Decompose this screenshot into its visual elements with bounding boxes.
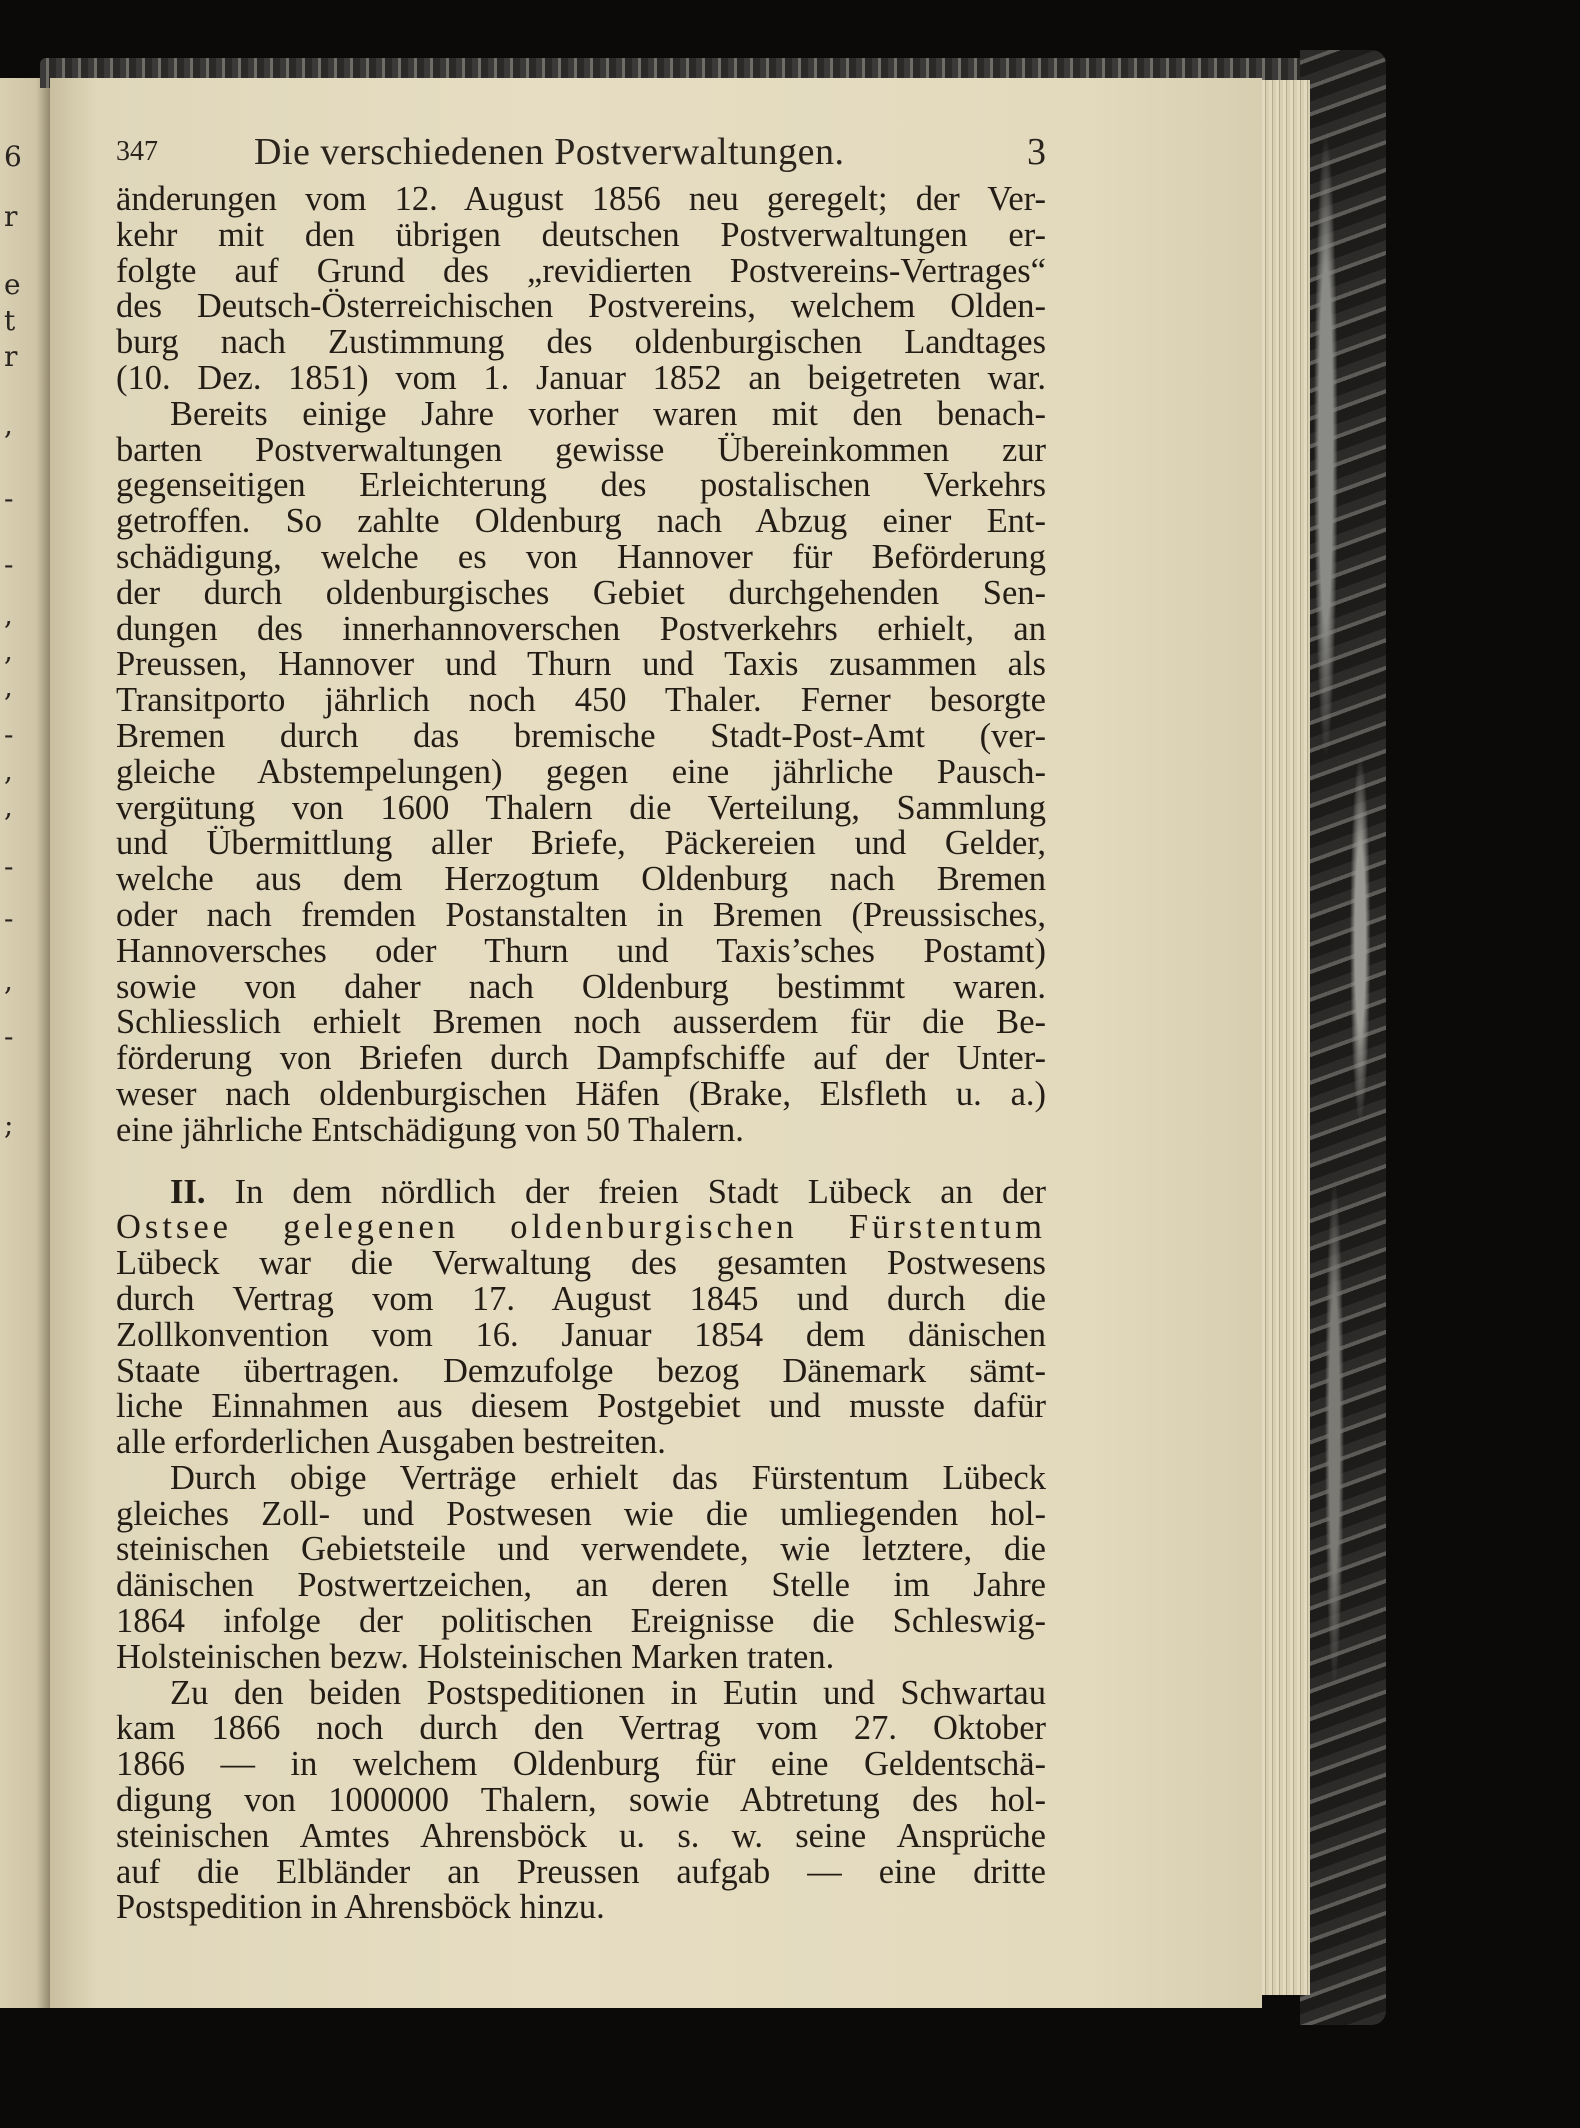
text-line: weser nach oldenburgischen Häfen (Brake, Elsfleth u. a.) <box>116 1074 1046 1113</box>
previous-page-fragment: - <box>4 902 14 935</box>
previous-page-fragment: - <box>4 850 14 883</box>
text-line: folgte auf Grund des „revidierten Postvereins-Vertrages“ <box>116 251 1046 290</box>
previous-page-fragment: , <box>4 634 13 667</box>
previous-page-fragment: , <box>4 790 13 823</box>
text-line: auf die Elbländer an Preussen aufgab — eine dritte <box>116 1852 1046 1891</box>
text-line: (10. Dez. 1851) vom 1. Januar 1852 an beigetreten war. <box>116 358 1046 397</box>
text-line: sowie von daher nach Oldenburg bestimmt waren. <box>116 967 1046 1006</box>
previous-page-fragment: ; <box>4 1108 14 1141</box>
text-line: barten Postverwaltungen gewisse Übereinkommen zur <box>116 430 1046 469</box>
previous-page-fragment: - <box>4 482 14 515</box>
text-line: Durch obige Verträge erhielt das Fürstentum Lübeck <box>170 1458 1046 1497</box>
text-line: 1864 infolge der politischen Ereignisse die Schleswig- <box>116 1602 1046 1641</box>
text-line: steinischen Gebietsteile und verwendete, wie letztere, die <box>116 1530 1046 1569</box>
running-title: Die verschiedenen Postverwaltungen. <box>254 131 845 173</box>
text-line: Transitporto jährlich noch 450 Thaler. Ferner besorgte <box>116 681 1046 720</box>
paragraph <box>116 182 1046 397</box>
text-line: welche aus dem Herzogtum Oldenburg nach Bremen <box>116 860 1046 899</box>
text-line: änderungen vom 12. August 1856 neu geregelt; der Ver- <box>116 180 1046 218</box>
paragraph <box>116 1458 1046 1676</box>
paragraph <box>116 1673 1046 1927</box>
text-line: dungen des innerhannoverschen Postverkehrs erhielt, an <box>116 609 1046 648</box>
text-line: Zollkonvention vom 16. Januar 1854 dem dänischen <box>116 1315 1046 1354</box>
text-line: getroffen. So zahlte Oldenburg nach Abzug einer Ent- <box>116 502 1046 541</box>
text-line: gleiche Abstempelungen) gegen eine jährliche Pausch- <box>116 752 1046 791</box>
text-line: gleiches Zoll- und Postwesen wie die umliegenden hol- <box>116 1494 1046 1533</box>
text-line: kam 1866 noch durch den Vertrag vom 27. Oktober <box>116 1709 1046 1748</box>
text-line: vergütung von 1600 Thalern die Verteilung, Sammlung <box>116 788 1046 827</box>
text-line: förderung von Briefen durch Dampfschiffe auf der Unter- <box>116 1039 1046 1078</box>
text-line: schädigung, welche es von Hannover für Beförderung <box>116 537 1046 576</box>
previous-page-fragment: , <box>4 964 13 997</box>
text-line-content: In dem nördlich der freien Stadt Lübeck an der <box>234 1172 1046 1211</box>
previous-page-fragment: 6 <box>4 140 22 173</box>
text-line: Bereits einige Jahre vorher waren mit den benach- <box>170 394 1046 433</box>
previous-page-fragment: - <box>4 1020 14 1053</box>
text-line: kehr mit den übrigen deutschen Postverwaltungen er- <box>116 215 1046 254</box>
text-line: Schliesslich erhielt Bremen noch ausserdem für die Be- <box>116 1003 1046 1042</box>
book-page <box>50 78 1262 2008</box>
paragraph <box>116 394 1046 1149</box>
text-line: durch Vertrag vom 17. August 1845 und durch die <box>116 1279 1046 1318</box>
body-text <box>116 182 1046 1926</box>
text-line: Hannoversches oder Thurn und Taxis’sches Postamt) <box>116 931 1046 970</box>
previous-page-fragment: - <box>4 718 14 751</box>
running-header <box>116 130 1046 180</box>
previous-page-fragment: r <box>4 200 18 233</box>
previous-page-fragment: , <box>4 408 13 441</box>
text-line: steinischen Amtes Ahrensböck u. s. w. seine Ansprüche <box>116 1816 1046 1855</box>
previous-page-fragment: e <box>4 268 21 301</box>
text-line: der durch oldenburgisches Gebiet durchgehenden Sen- <box>116 573 1046 612</box>
text-line: des Deutsch-Österreichischen Postvereins, welchem Olden- <box>116 287 1046 326</box>
previous-page-fragment: - <box>4 548 14 581</box>
previous-page-fragment: , <box>4 754 13 787</box>
paragraph <box>116 1172 1046 1462</box>
section-label: II. <box>170 1172 206 1211</box>
text-line: burg nach Zustimmung des oldenburgischen Landtages <box>116 323 1046 362</box>
text-line: Holsteinischen bezw. Holsteinischen Marken traten. <box>116 1637 835 1676</box>
page-stack-edge <box>1255 80 1310 1995</box>
header-section-number: 3 <box>1027 131 1046 173</box>
text-line: Staate übertragen. Demzufolge bezog Dänemark sämt- <box>116 1351 1046 1390</box>
previous-page-fragment: t <box>4 304 16 337</box>
text-line: gegenseitigen Erleichterung des postalischen Verkehrs <box>116 466 1046 505</box>
previous-page-fragment: , <box>4 670 13 703</box>
section-gap <box>116 1149 1046 1175</box>
text-line: oder nach fremden Postanstalten in Bremen (Preussisches, <box>116 895 1046 934</box>
text-line: Lübeck war die Verwaltung des gesamten Postwesens <box>116 1244 1046 1283</box>
text-line: Postspedition in Ahrensböck hinzu. <box>116 1888 605 1927</box>
text-line: 1866 — in welchem Oldenburg für eine Geldentschä- <box>116 1745 1046 1784</box>
previous-page-fragment: , <box>4 598 13 631</box>
page-number: 347 <box>116 136 158 167</box>
text-line: eine jährliche Entschädigung von 50 Thalern. <box>116 1110 744 1149</box>
marbled-cover-edge <box>1300 50 1386 2025</box>
text-line <box>116 1172 1046 1211</box>
previous-page-edge <box>0 78 52 2008</box>
text-line: Bremen durch das bremische Stadt-Post-Amt (ver- <box>116 716 1046 755</box>
previous-page-fragment: r <box>4 340 18 373</box>
text-line: Preussen, Hannover und Thurn und Taxis zusammen als <box>116 645 1046 684</box>
text-line: Zu den beiden Postspeditionen in Eutin und Schwartau <box>170 1673 1046 1712</box>
text-line: Ostsee gelegenen oldenburgischen Fürstentum <box>116 1208 1046 1247</box>
text-line: alle erforderlichen Ausgaben bestreiten. <box>116 1423 666 1462</box>
text-line: dänischen Postwertzeichen, an deren Stelle im Jahre <box>116 1566 1046 1605</box>
text-line: und Übermittlung aller Briefe, Päckereien und Gelder, <box>116 824 1046 863</box>
text-line: digung von 1000000 Thalern, sowie Abtretung des hol- <box>116 1781 1046 1820</box>
text-line: liche Einnahmen aus diesem Postgebiet und musste dafür <box>116 1387 1046 1426</box>
